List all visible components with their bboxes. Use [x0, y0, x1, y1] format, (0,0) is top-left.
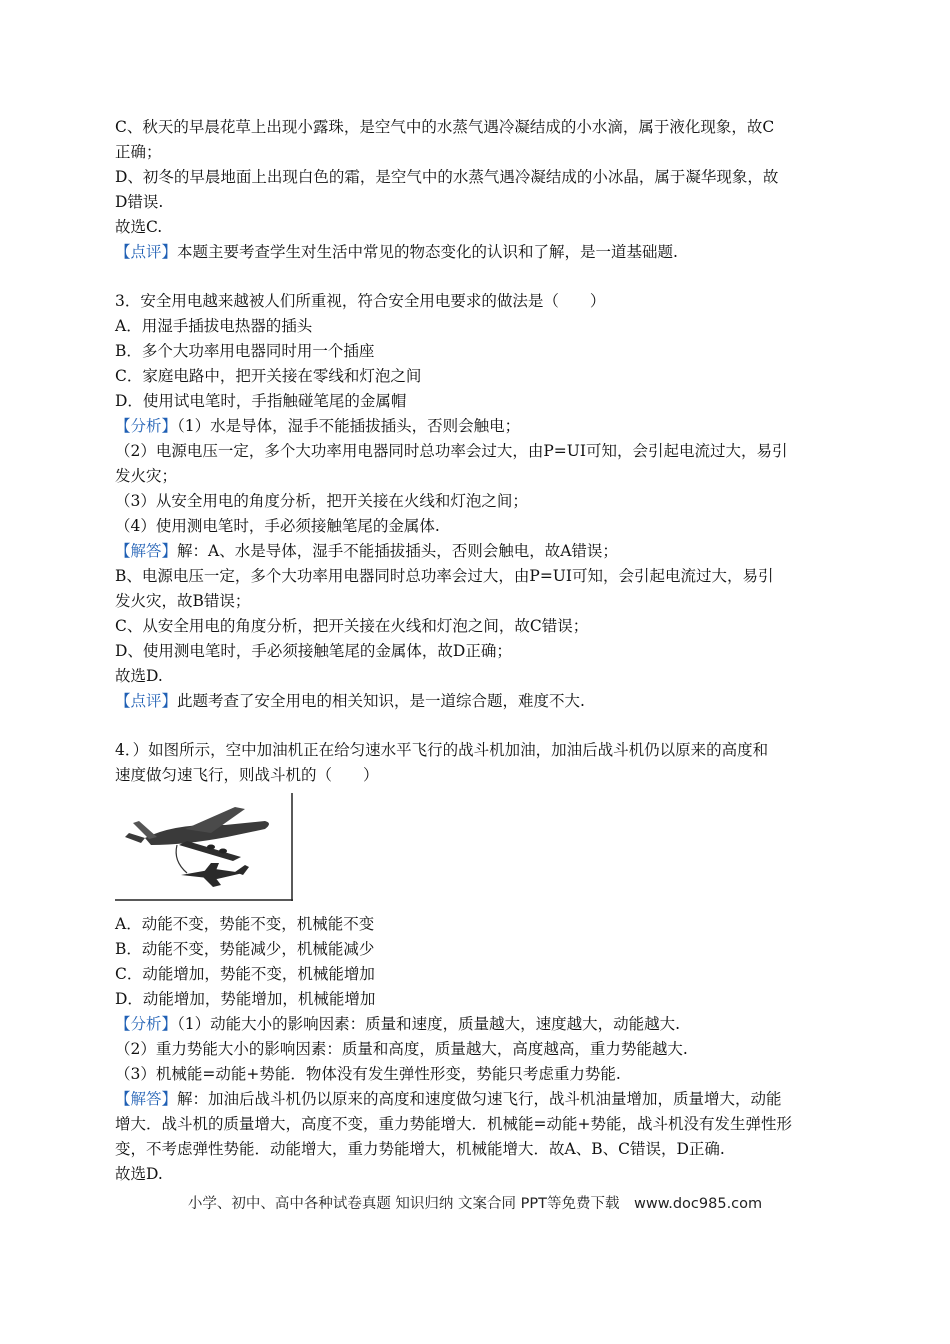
- q3-option-a: A．用湿手插拔电热器的插头: [115, 317, 313, 335]
- q3-answer-5: D、使用测电笔时，手必须接触笔尾的金属体，故D正确；: [115, 642, 512, 660]
- answer-text: 解：A、水是导体，湿手不能插拔插头，否则会触电，故A错误；: [177, 542, 618, 560]
- q4-option-d: D．动能增加，势能增加，机械能增加: [115, 990, 376, 1008]
- review-text: 此题考查了安全用电的相关知识，是一道综合题，难度不大.: [177, 692, 585, 710]
- q4-analysis: [115, 1012, 845, 1036]
- analysis-tag: 【分析】: [115, 1015, 178, 1033]
- q3-answer-6: 故选D.: [115, 667, 163, 685]
- q2-option-d-explanation-cont: D错误.: [115, 193, 164, 211]
- q4-stem-cont: 速度做匀速飞行，则战斗机的（ ）: [115, 766, 379, 784]
- q3-analysis-3: 发火灾；: [115, 467, 178, 485]
- q3-answer-3: 发火灾，故B错误；: [115, 592, 251, 610]
- analysis-text: （1）动能大小的影响因素：质量和速度，质量越大，速度越大，动能越大.: [177, 1015, 681, 1033]
- q2-conclusion: 故选C.: [115, 218, 163, 236]
- q4-analysis-2: （2）重力势能大小的影响因素：质量和高度，质量越大，高度越高，重力势能越大.: [115, 1040, 688, 1058]
- q4-stem: 4．）如图所示，空中加油机正在给匀速水平飞行的战斗机加油，加油后战斗机仍以原来的高度和: [115, 741, 769, 759]
- q4-analysis-3: （3）机械能=动能+势能．物体没有发生弹性形变，势能只考虑重力势能.: [115, 1065, 621, 1083]
- q3-analysis: [115, 414, 845, 438]
- q2-option-d-explanation: D、初冬的早晨地面上出现白色的霜，是空气中的水蒸气遇冷凝结成的小冰晶，属于凝华现象，故: [115, 168, 779, 186]
- q4-answer-4: 故选D.: [115, 1165, 163, 1183]
- q3-stem: 3．安全用电越来越被人们所重视，符合安全用电要求的做法是（ ）: [115, 292, 606, 310]
- q4-answer-3: 变，不考虑弹性势能．动能增大，重力势能增大，机械能增大．故A、B、C错误，D正确.: [115, 1140, 725, 1158]
- answer-tag: 【解答】: [115, 1090, 178, 1108]
- q4-option-b: B．动能不变，势能减少，机械能减少: [115, 940, 375, 958]
- q3-answer-4: C、从安全用电的角度分析，把开关接在火线和灯泡之间，故C错误；: [115, 617, 589, 635]
- answer-tag: 【解答】: [115, 542, 178, 560]
- q3-analysis-4: （3）从安全用电的角度分析，把开关接在火线和灯泡之间；: [115, 492, 528, 510]
- review-tag: 【点评】: [115, 243, 178, 261]
- analysis-text: （1）水是导体，湿手不能插拔插头，否则会触电；: [177, 417, 521, 435]
- q4-option-c: C．动能增加，势能不变，机械能增加: [115, 965, 375, 983]
- refueling-aircraft-figure: [115, 793, 293, 901]
- analysis-tag: 【分析】: [115, 417, 178, 435]
- q2-review: [115, 240, 845, 264]
- q3-answer-2: B、电源电压一定，多个大功率用电器同时总功率会过大，由P=UI可知，会引起电流过大，易引: [115, 567, 774, 585]
- q4-answer-2: 增大．战斗机的质量增大，高度不变，重力势能增大．机械能=动能+势能，战斗机没有发生弹性形: [115, 1115, 792, 1133]
- q3-review: [115, 689, 845, 713]
- review-tag: 【点评】: [115, 692, 178, 710]
- q4-option-a: A．动能不变，势能不变，机械能不变: [115, 915, 375, 933]
- review-text: 本题主要考查学生对生活中常见的物态变化的认识和了解，是一道基础题.: [177, 243, 678, 261]
- q3-analysis-5: （4）使用测电笔时，手必须接触笔尾的金属体.: [115, 517, 440, 535]
- q3-answer: [115, 539, 845, 563]
- q3-option-b: B．多个大功率用电器同时用一个插座: [115, 342, 375, 360]
- answer-text: 解：加油后战斗机仍以原来的高度和速度做匀速飞行，战斗机油量增加，质量增大，动能: [177, 1090, 782, 1108]
- q2-option-c-explanation: C、秋天的早晨花草上出现小露珠，是空气中的水蒸气遇冷凝结成的小水滴，属于液化现象，故C: [115, 118, 775, 136]
- q3-option-c: C．家庭电路中，把开关接在零线和灯泡之间: [115, 367, 422, 385]
- q3-analysis-2: （2）电源电压一定，多个大功率用电器同时总功率会过大，由P=UI可知，会引起电流过大，易引: [115, 442, 788, 460]
- q3-option-d: D．使用试电笔时，手指触碰笔尾的金属帽: [115, 392, 407, 410]
- refueling-aircraft-photo-icon: [115, 793, 293, 901]
- page-footer: 小学、初中、高中各种试卷真题 知识归纳 文案合同 PPT等免费下载 www.doc985.com: [187, 1196, 763, 1212]
- q4-answer: [115, 1087, 845, 1111]
- q2-option-c-explanation-cont: 正确；: [115, 143, 162, 161]
